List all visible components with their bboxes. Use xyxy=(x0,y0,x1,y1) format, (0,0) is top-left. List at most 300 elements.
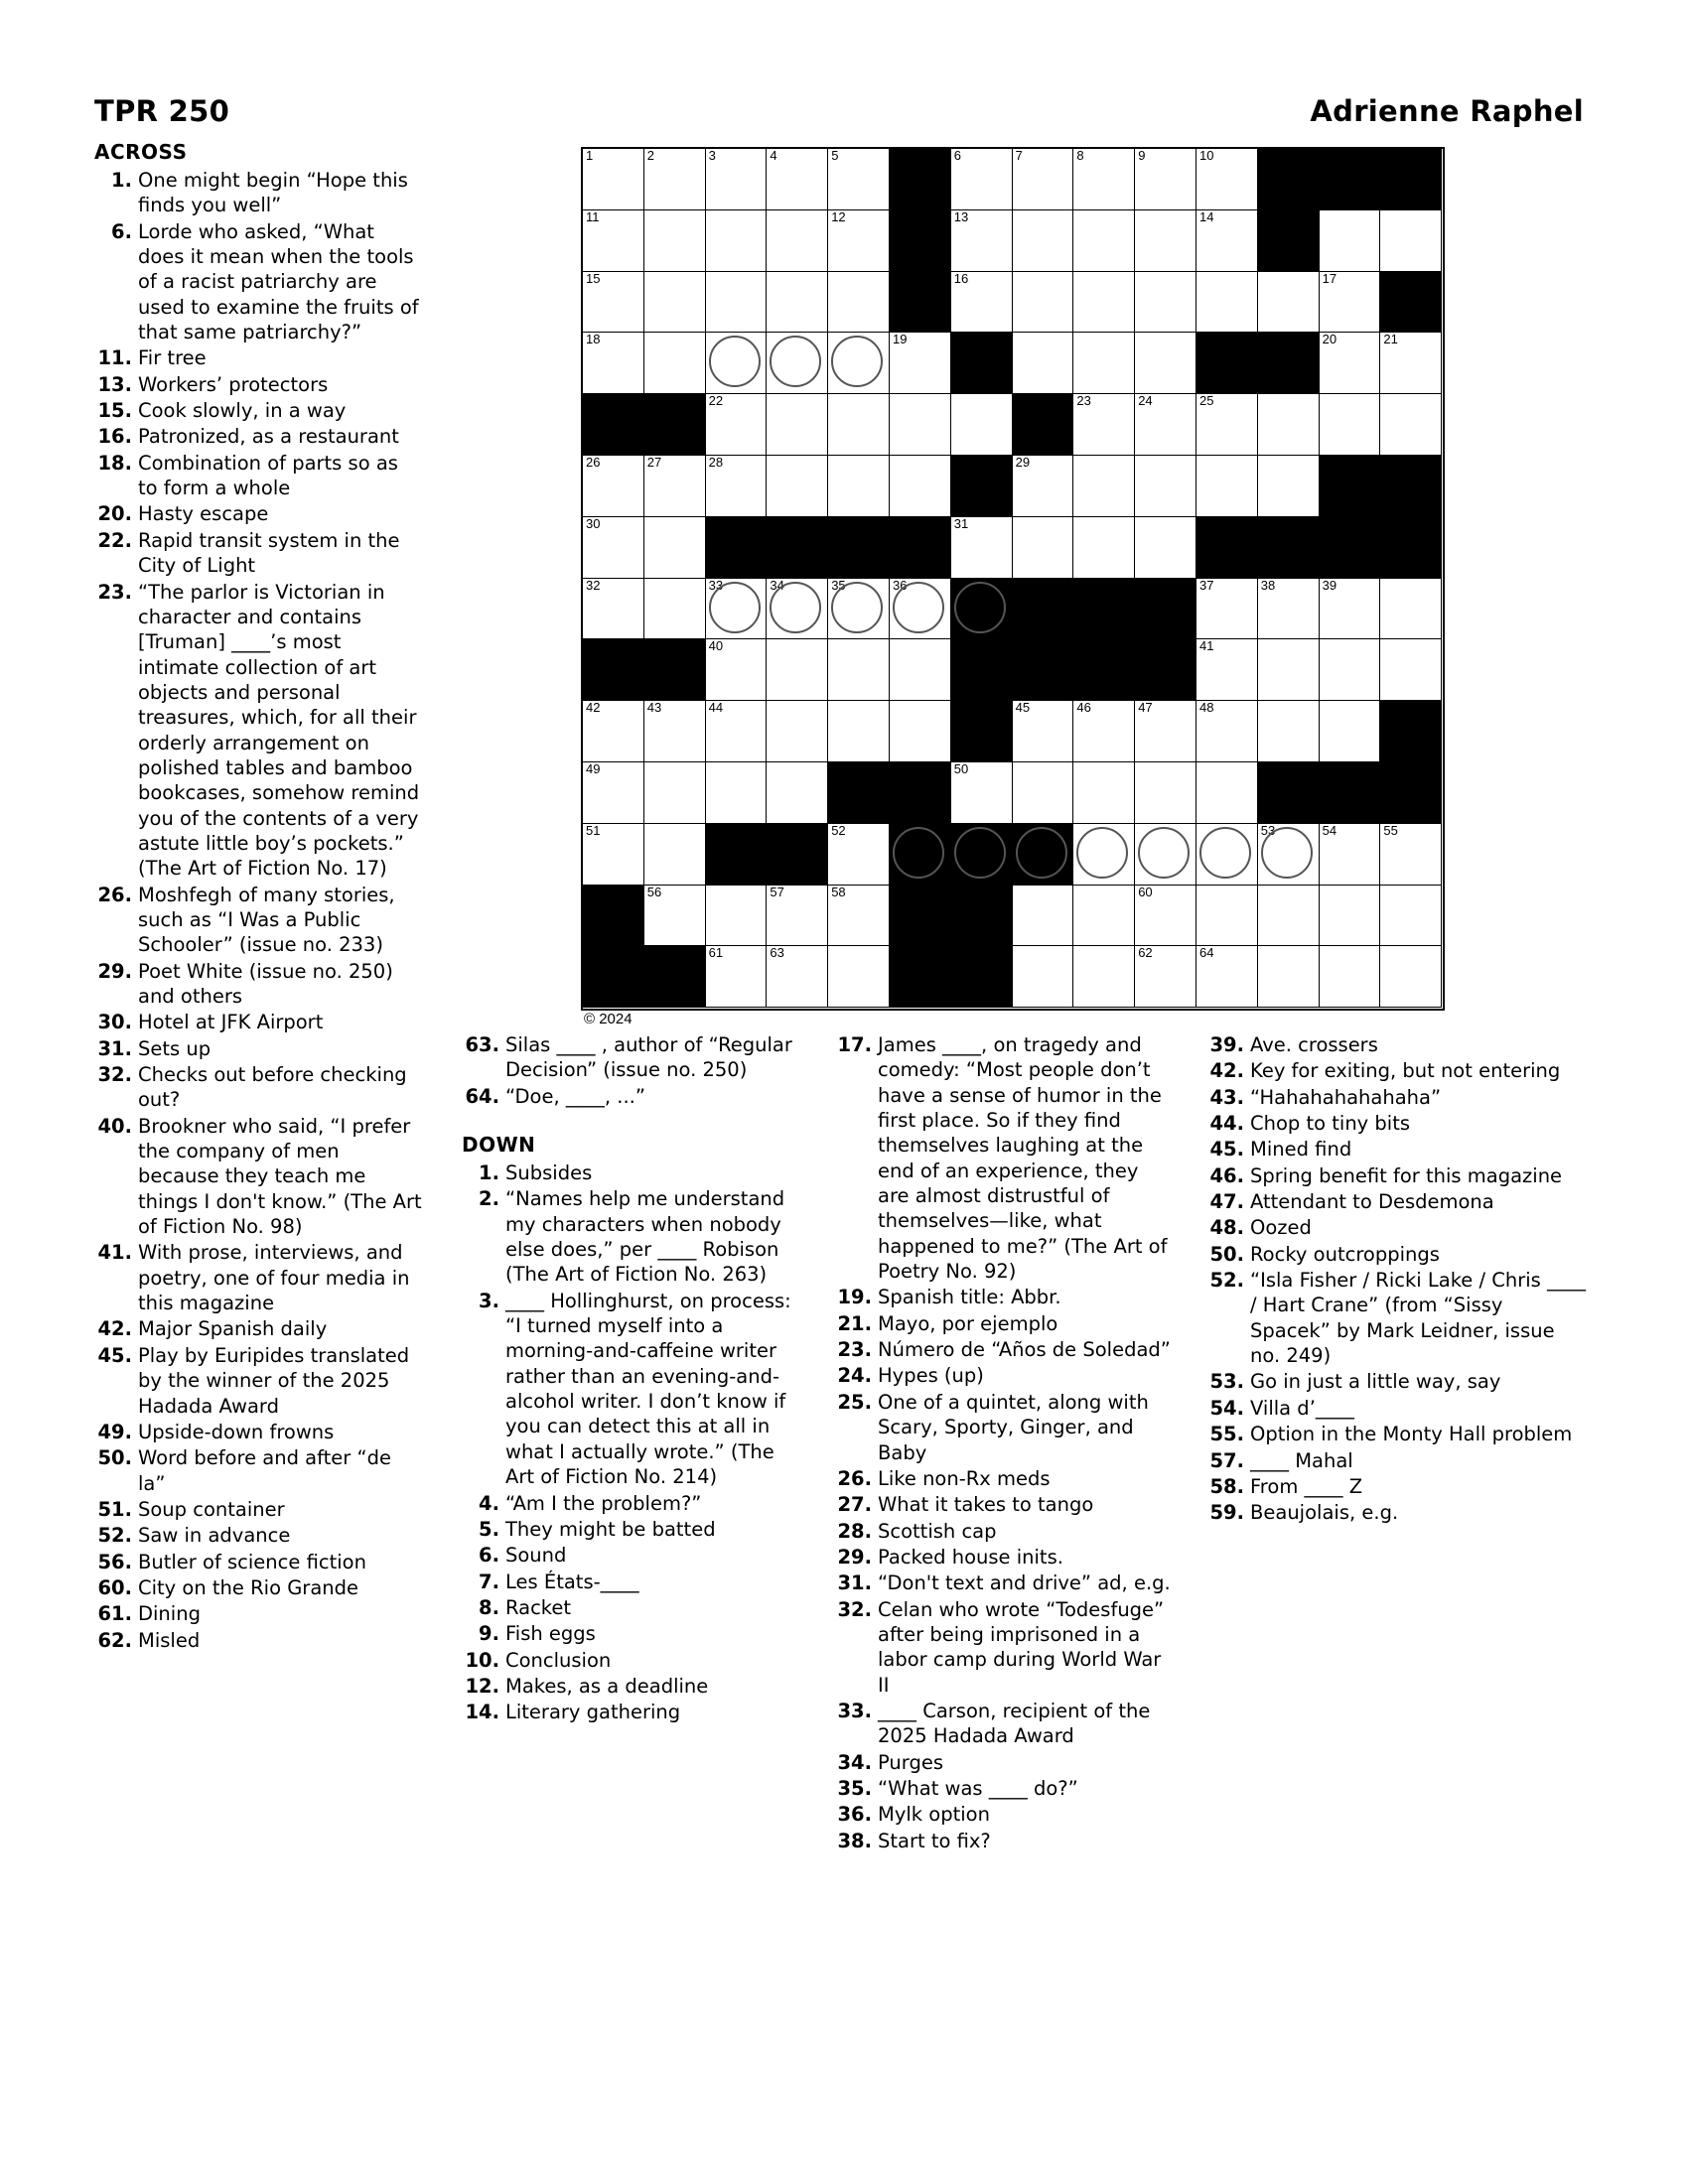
clue-item xyxy=(94,1497,422,1522)
grid-cell-number: 40 xyxy=(708,638,724,654)
grid-cell[interactable] xyxy=(1135,149,1196,210)
grid-cell[interactable] xyxy=(1380,886,1442,947)
clue-text: Poet White (issue no. 250) and others xyxy=(138,959,393,1008)
clue-number: 40. xyxy=(97,1114,132,1138)
clue-item xyxy=(834,1337,1172,1362)
grid-cell[interactable] xyxy=(1013,333,1074,394)
grid-cell[interactable] xyxy=(644,210,706,272)
grid-cell-block xyxy=(767,517,828,579)
grid-cell[interactable] xyxy=(1196,886,1258,947)
grid-cell[interactable] xyxy=(1320,886,1381,947)
grid-cell[interactable] xyxy=(1013,149,1074,210)
grid-cell[interactable] xyxy=(828,886,890,947)
grid-cell-number: 19 xyxy=(893,332,908,347)
clue-text: Purges xyxy=(878,1750,943,1774)
clue-number: 58. xyxy=(1209,1474,1244,1498)
grid-cell-number: 13 xyxy=(953,208,969,224)
grid-cell[interactable] xyxy=(767,210,828,272)
puzzle-id: TPR 250 xyxy=(94,94,230,128)
grid-cell-block xyxy=(951,886,1013,947)
clue-number: 50. xyxy=(1209,1242,1244,1266)
grid-cell[interactable] xyxy=(1380,946,1442,1008)
grid-cell[interactable] xyxy=(951,149,1013,210)
grid-cell[interactable] xyxy=(583,456,644,517)
grid-cell-number: 28 xyxy=(708,455,724,470)
grid-cell[interactable] xyxy=(1135,272,1196,334)
grid-cell[interactable] xyxy=(1258,394,1320,456)
grid-cell[interactable] xyxy=(951,517,1013,579)
clue-text: Villa d’____ xyxy=(1250,1396,1354,1420)
clue-item xyxy=(1206,1085,1589,1110)
grid-cell-number: 46 xyxy=(1076,700,1091,716)
clue-item xyxy=(94,451,422,501)
grid-cell[interactable] xyxy=(644,824,706,886)
grid-cell-circle xyxy=(893,582,944,633)
clue-item xyxy=(94,424,422,449)
grid-cell-number: 57 xyxy=(770,884,784,899)
page-header xyxy=(94,94,1584,128)
grid-cell-block xyxy=(1258,210,1320,272)
clue-number: 25. xyxy=(837,1390,872,1414)
grid-cell[interactable] xyxy=(706,272,768,334)
grid-cell[interactable] xyxy=(828,272,890,334)
grid-cell[interactable] xyxy=(706,886,768,947)
grid-cell[interactable] xyxy=(1196,149,1258,210)
grid-cell[interactable] xyxy=(1135,210,1196,272)
grid-cell-block xyxy=(644,639,706,701)
grid-cell-circle xyxy=(893,827,944,879)
grid-cell[interactable] xyxy=(1320,272,1381,334)
grid-cell[interactable] xyxy=(706,639,768,701)
copyright-notice: © 2024 xyxy=(584,1011,633,1027)
clue-item xyxy=(834,1519,1172,1544)
grid-cell-number: 51 xyxy=(586,822,601,838)
grid-cell[interactable] xyxy=(1135,456,1196,517)
grid-cell-block xyxy=(1258,149,1320,210)
grid-cell-block xyxy=(951,639,1013,701)
grid-cell[interactable] xyxy=(1258,579,1320,640)
clue-item xyxy=(94,1343,422,1419)
grid-cell[interactable] xyxy=(1135,394,1196,456)
clue-number: 15. xyxy=(97,399,132,423)
grid-cell[interactable] xyxy=(706,456,768,517)
clue-number: 6. xyxy=(111,219,132,243)
clue-item xyxy=(94,1240,422,1315)
grid-cell[interactable] xyxy=(828,456,890,517)
grid-cell[interactable] xyxy=(890,456,951,517)
grid-cell-block xyxy=(951,333,1013,394)
grid-cell[interactable] xyxy=(1013,210,1074,272)
clue-item xyxy=(94,1523,422,1548)
grid-cell[interactable] xyxy=(644,333,706,394)
grid-cell[interactable] xyxy=(767,762,828,824)
clue-text: ____ Hollinghurst, on process: “I turned myself into a morning-and-caffeine writer rather than an evening-and-alcohol writer. I don’t know if you can detect this at all in what I actually wrote.” (The Art of Fiction No. 214) xyxy=(505,1289,791,1489)
clue-number: 29. xyxy=(97,959,132,983)
grid-cell-number: 41 xyxy=(1199,638,1214,654)
clue-number: 24. xyxy=(837,1364,872,1388)
grid-cell[interactable] xyxy=(1320,333,1381,394)
grid-cell[interactable] xyxy=(706,210,768,272)
grid-cell-number: 47 xyxy=(1138,700,1153,716)
clue-text: “What was ____ do?” xyxy=(878,1776,1078,1800)
clue-number: 12. xyxy=(465,1674,499,1698)
clue-number: 32. xyxy=(97,1063,132,1087)
clue-number: 46. xyxy=(1209,1163,1244,1187)
clue-text: Key for exiting, but not entering xyxy=(1250,1059,1561,1083)
grid-cell[interactable] xyxy=(1380,824,1442,886)
grid-cell[interactable] xyxy=(890,579,951,640)
grid-cell[interactable] xyxy=(583,210,644,272)
grid-cell[interactable] xyxy=(583,517,644,579)
grid-cell[interactable] xyxy=(706,762,768,824)
grid-cell-block xyxy=(644,394,706,456)
grid-cell-number: 35 xyxy=(831,577,846,593)
clue-text: Silas ____ , author of “Regular Decision” (issue no. 250) xyxy=(505,1033,792,1082)
grid-cell[interactable] xyxy=(1196,210,1258,272)
grid-cell[interactable] xyxy=(644,517,706,579)
grid-cell-number: 1 xyxy=(586,148,594,163)
clue-item xyxy=(462,1186,794,1287)
clue-number: 7. xyxy=(479,1570,499,1593)
grid-cell-number: 33 xyxy=(708,577,724,593)
grid-cell[interactable] xyxy=(828,946,890,1008)
clue-item xyxy=(94,1420,422,1444)
clue-number: 52. xyxy=(97,1524,132,1548)
grid-cell[interactable] xyxy=(1196,639,1258,701)
clue-number: 6. xyxy=(479,1544,499,1568)
grid-cell-circle xyxy=(770,582,821,633)
grid-cell[interactable] xyxy=(1073,272,1135,334)
clue-text: Spanish title: Abbr. xyxy=(878,1286,1061,1309)
grid-cell[interactable] xyxy=(1320,701,1381,762)
grid-cell-block xyxy=(890,824,951,886)
grid-cell[interactable] xyxy=(706,394,768,456)
across-heading: ACROSS xyxy=(94,140,188,164)
clue-text: Rapid transit system in the City of Light xyxy=(138,528,400,578)
grid-cell-circle xyxy=(709,336,761,387)
clue-item xyxy=(1206,1215,1589,1240)
grid-cell[interactable] xyxy=(644,456,706,517)
clue-number: 8. xyxy=(479,1595,499,1619)
grid-cell-number: 18 xyxy=(586,332,601,347)
clue-number: 59. xyxy=(1209,1501,1244,1525)
clue-item xyxy=(462,1084,794,1109)
grid-cell[interactable] xyxy=(828,701,890,762)
grid-cell[interactable] xyxy=(644,149,706,210)
clue-number: 9. xyxy=(479,1622,499,1646)
clue-text: Sound xyxy=(505,1544,567,1568)
clue-text: With prose, interviews, and poetry, one of four media in this magazine xyxy=(138,1241,410,1315)
grid-cell[interactable] xyxy=(1013,517,1074,579)
grid-cell-block xyxy=(706,517,768,579)
grid-cell[interactable] xyxy=(706,333,768,394)
grid-cell[interactable] xyxy=(1135,762,1196,824)
clue-number: 22. xyxy=(97,528,132,552)
grid-cell-block xyxy=(1258,333,1320,394)
clue-text: Packed house inits. xyxy=(878,1545,1063,1569)
grid-cell[interactable] xyxy=(1135,824,1196,886)
grid-cell-block xyxy=(1320,149,1381,210)
grid-cell[interactable] xyxy=(890,394,951,456)
grid-cell[interactable] xyxy=(1320,579,1381,640)
clue-item xyxy=(1206,1242,1589,1267)
grid-cell[interactable] xyxy=(583,701,644,762)
clue-text: Upside-down frowns xyxy=(138,1420,335,1443)
grid-cell[interactable] xyxy=(1073,210,1135,272)
grid-cell-block xyxy=(1073,639,1135,701)
clue-number: 51. xyxy=(97,1497,132,1521)
clue-item xyxy=(834,1699,1172,1749)
grid-cell[interactable] xyxy=(1196,762,1258,824)
clue-text: Major Spanish daily xyxy=(138,1317,328,1341)
grid-cell-number: 24 xyxy=(1138,393,1153,409)
grid-cell-block xyxy=(1013,639,1074,701)
grid-cell[interactable] xyxy=(1380,639,1442,701)
grid-cell[interactable] xyxy=(767,149,828,210)
clue-number: 28. xyxy=(837,1519,872,1543)
grid-cell[interactable] xyxy=(644,272,706,334)
grid-cell-block xyxy=(1380,456,1442,517)
grid-cell-number: 23 xyxy=(1076,393,1091,409)
clue-text: Dining xyxy=(138,1602,201,1626)
grid-cell[interactable] xyxy=(1320,210,1381,272)
grid-cell[interactable] xyxy=(706,579,768,640)
grid-cell[interactable] xyxy=(1258,639,1320,701)
grid-cell-number: 21 xyxy=(1383,332,1398,347)
grid-cell[interactable] xyxy=(583,762,644,824)
clue-text: Combination of parts so as to form a whole xyxy=(138,451,398,500)
clue-text: Spring benefit for this magazine xyxy=(1250,1163,1563,1187)
grid-cell[interactable] xyxy=(1320,639,1381,701)
clue-number: 2. xyxy=(479,1187,499,1211)
clue-item xyxy=(834,1776,1172,1801)
grid-cell[interactable] xyxy=(1258,701,1320,762)
clue-item xyxy=(462,1648,794,1673)
grid-cell-number: 37 xyxy=(1199,577,1214,593)
grid-cell[interactable] xyxy=(767,272,828,334)
grid-cell[interactable] xyxy=(890,701,951,762)
clue-text: From ____ Z xyxy=(1250,1474,1363,1498)
clue-item xyxy=(94,1445,422,1496)
clue-item xyxy=(1206,1137,1589,1161)
grid-cell[interactable] xyxy=(767,333,828,394)
grid-cell[interactable] xyxy=(1013,272,1074,334)
clue-text: Attendant to Desdemona xyxy=(1250,1190,1494,1214)
grid-cell[interactable] xyxy=(644,762,706,824)
grid-cell[interactable] xyxy=(1073,456,1135,517)
grid-cell-number: 30 xyxy=(586,515,601,531)
grid-cell[interactable] xyxy=(767,701,828,762)
grid-cell[interactable] xyxy=(767,456,828,517)
clue-number: 10. xyxy=(465,1648,499,1672)
grid-cell[interactable] xyxy=(1013,701,1074,762)
grid-cell-number: 4 xyxy=(770,148,777,163)
grid-cell[interactable] xyxy=(1013,762,1074,824)
grid-cell[interactable] xyxy=(1258,456,1320,517)
grid-cell[interactable] xyxy=(1135,517,1196,579)
grid-cell[interactable] xyxy=(644,701,706,762)
clue-item xyxy=(834,1311,1172,1336)
grid-cell[interactable] xyxy=(583,333,644,394)
crossword-grid[interactable] xyxy=(581,147,1445,1011)
clue-text: Checks out before checking out? xyxy=(138,1063,407,1112)
grid-cell[interactable] xyxy=(1135,886,1196,947)
grid-cell[interactable] xyxy=(890,333,951,394)
grid-cell[interactable] xyxy=(1135,701,1196,762)
clue-item xyxy=(94,1316,422,1341)
grid-cell[interactable] xyxy=(767,394,828,456)
grid-cell[interactable] xyxy=(583,824,644,886)
grid-cell[interactable] xyxy=(767,579,828,640)
grid-cell[interactable] xyxy=(1320,946,1381,1008)
grid-cell[interactable] xyxy=(828,333,890,394)
grid-cell[interactable] xyxy=(828,579,890,640)
grid-cell[interactable] xyxy=(1073,824,1135,886)
grid-cell[interactable] xyxy=(706,946,768,1008)
grid-cell[interactable] xyxy=(1380,210,1442,272)
grid-cell-number: 58 xyxy=(831,884,846,899)
grid-cell[interactable] xyxy=(1073,149,1135,210)
grid-cell-number: 3 xyxy=(708,148,716,163)
grid-cell-block xyxy=(890,946,951,1008)
clue-number: 50. xyxy=(97,1446,132,1470)
grid-cell[interactable] xyxy=(951,762,1013,824)
clue-number: 14. xyxy=(465,1701,499,1724)
grid-cell[interactable] xyxy=(1258,824,1320,886)
grid-cell[interactable] xyxy=(644,579,706,640)
grid-cell[interactable] xyxy=(951,272,1013,334)
grid-cell[interactable] xyxy=(767,886,828,947)
grid-cell-block xyxy=(1258,762,1320,824)
grid-cell[interactable] xyxy=(1196,272,1258,334)
grid-cell[interactable] xyxy=(644,886,706,947)
grid-cell[interactable] xyxy=(1135,333,1196,394)
grid-cell[interactable] xyxy=(1073,762,1135,824)
clue-item xyxy=(834,1750,1172,1775)
grid-cell[interactable] xyxy=(1380,394,1442,456)
grid-cell[interactable] xyxy=(1196,701,1258,762)
clue-number: 17. xyxy=(837,1033,872,1056)
clue-text: Oozed xyxy=(1250,1216,1312,1240)
grid-cell-block xyxy=(951,579,1013,640)
clue-item xyxy=(834,1829,1172,1853)
grid-cell[interactable] xyxy=(1196,579,1258,640)
down-heading: DOWN xyxy=(462,1133,536,1158)
grid-cell[interactable] xyxy=(1073,701,1135,762)
clue-number: 19. xyxy=(837,1286,872,1309)
clue-item xyxy=(462,1700,794,1724)
clue-number: 54. xyxy=(1209,1396,1244,1420)
grid-cell[interactable] xyxy=(1258,886,1320,947)
clue-item xyxy=(462,1595,794,1620)
grid-cell[interactable] xyxy=(1013,456,1074,517)
grid-cell-block xyxy=(951,701,1013,762)
clue-text: Play by Euripides translated by the winner of the 2025 Hadada Award xyxy=(138,1343,410,1418)
clue-item xyxy=(94,1550,422,1574)
clue-item xyxy=(834,1363,1172,1388)
clue-text: Fish eggs xyxy=(505,1622,596,1646)
grid-cell[interactable] xyxy=(1380,579,1442,640)
grid-cell[interactable] xyxy=(706,701,768,762)
clue-number: 31. xyxy=(837,1571,872,1595)
grid-cell[interactable] xyxy=(1073,517,1135,579)
clue-number: 33. xyxy=(837,1699,872,1722)
clue-number: 56. xyxy=(97,1550,132,1573)
clue-text: Misled xyxy=(138,1628,201,1652)
clue-item xyxy=(462,1621,794,1646)
grid-cell[interactable] xyxy=(828,394,890,456)
grid-cell[interactable] xyxy=(951,210,1013,272)
grid-cell[interactable] xyxy=(828,149,890,210)
grid-cell[interactable] xyxy=(1196,946,1258,1008)
grid-cell-number: 27 xyxy=(646,455,662,470)
grid-cell[interactable] xyxy=(583,149,644,210)
grid-cell[interactable] xyxy=(1380,333,1442,394)
grid-cell[interactable] xyxy=(1073,333,1135,394)
grid-cell[interactable] xyxy=(1013,946,1074,1008)
clue-text: Makes, as a deadline xyxy=(505,1674,709,1698)
grid-cell[interactable] xyxy=(1258,946,1320,1008)
clues-column-2 xyxy=(462,1032,794,1726)
clue-text: Word before and after “de la” xyxy=(138,1446,391,1495)
grid-cell-circle xyxy=(1199,827,1251,879)
grid-cell[interactable] xyxy=(767,639,828,701)
grid-cell[interactable] xyxy=(1196,456,1258,517)
grid-cell[interactable] xyxy=(583,579,644,640)
grid-cell[interactable] xyxy=(828,639,890,701)
grid-cell[interactable] xyxy=(1196,824,1258,886)
grid-cell-block xyxy=(583,639,644,701)
grid-cell[interactable] xyxy=(890,639,951,701)
clue-number: 63. xyxy=(465,1033,499,1056)
grid-cell[interactable] xyxy=(1258,272,1320,334)
grid-cell[interactable] xyxy=(1073,394,1135,456)
grid-cell[interactable] xyxy=(1320,394,1381,456)
grid-cell-number: 16 xyxy=(953,270,969,286)
grid-cell-circle xyxy=(709,582,761,633)
clue-text: Subsides xyxy=(505,1161,593,1185)
grid-cell[interactable] xyxy=(1320,824,1381,886)
grid-cell-circle xyxy=(1016,827,1067,879)
grid-cell[interactable] xyxy=(828,824,890,886)
clue-number: 16. xyxy=(97,425,132,449)
grid-cell[interactable] xyxy=(1196,394,1258,456)
clue-item xyxy=(1206,1474,1589,1499)
grid-cell[interactable] xyxy=(767,946,828,1008)
clue-item xyxy=(94,219,422,345)
grid-cell-number: 32 xyxy=(586,577,601,593)
grid-cell-number: 7 xyxy=(1015,148,1023,163)
grid-cell[interactable] xyxy=(1013,886,1074,947)
clue-item xyxy=(834,1570,1172,1595)
grid-cell-block xyxy=(644,946,706,1008)
grid-cell[interactable] xyxy=(828,210,890,272)
grid-cell[interactable] xyxy=(1135,946,1196,1008)
grid-cell[interactable] xyxy=(706,149,768,210)
clue-text: ____ Carson, recipient of the 2025 Hadada Award xyxy=(878,1699,1151,1748)
clue-text: City on the Rio Grande xyxy=(138,1575,359,1599)
clue-text: Ave. crossers xyxy=(1250,1033,1378,1056)
grid-cell[interactable] xyxy=(583,272,644,334)
clue-item xyxy=(462,1160,794,1185)
clue-item xyxy=(834,1285,1172,1309)
grid-cell[interactable] xyxy=(1073,946,1135,1008)
grid-cell[interactable] xyxy=(951,394,1013,456)
clue-item xyxy=(94,345,422,370)
clue-item xyxy=(834,1802,1172,1827)
grid-cell-block xyxy=(583,886,644,947)
grid-cell[interactable] xyxy=(1073,886,1135,947)
